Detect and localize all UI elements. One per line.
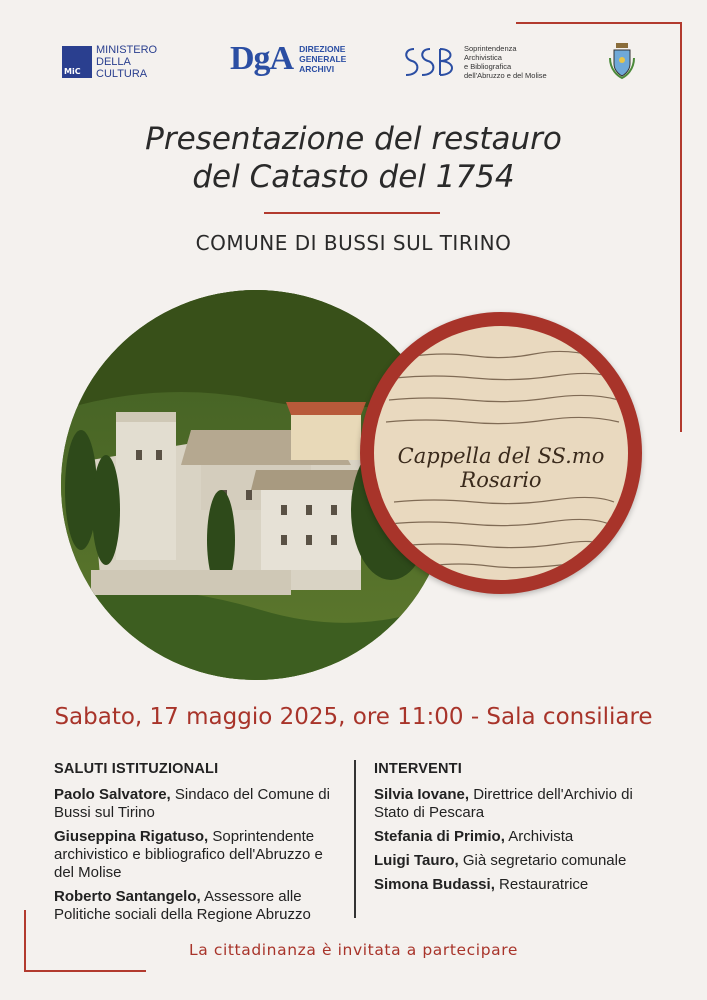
dga-line2: GENERALE (299, 54, 347, 64)
sab-line1: Soprintendenza (464, 44, 517, 53)
speaker-role: Soprintendente archivistico e bibliografico dell'Abruzzo e del Molise (54, 828, 323, 881)
event-datetime: Sabato, 17 maggio 2025, ore 11:00 - Sala consiliare (54, 704, 653, 730)
speaker-entry (374, 828, 664, 846)
speaker-role: Assessore alle Politiche sociali della Regione Abruzzo (54, 888, 311, 923)
mic-logo (62, 44, 157, 80)
catasto-document-image (374, 326, 628, 580)
left-heading: SALUTI ISTITUZIONALI (54, 761, 219, 777)
speaker-name: Luigi Tauro, (374, 852, 459, 869)
speaker-name: Stefania di Primio, (374, 828, 505, 845)
sab-line3: e Bibliografica (464, 62, 512, 71)
frame-top-right-horizontal (516, 22, 682, 24)
mic-line3: CULTURA (96, 68, 148, 80)
speaker-name: Paolo Salvatore, (54, 786, 171, 803)
mic-badge: MiC (62, 46, 92, 78)
speaker-role: Sindaco del Comune di Bussi sul Tirino (54, 786, 330, 821)
page-title (0, 120, 707, 196)
frame-bottom-left-horizontal (24, 970, 146, 972)
speaker-name: Simona Budassi, (374, 876, 495, 893)
speaker-entry (54, 888, 340, 924)
sab-logo (400, 44, 547, 80)
dga-mark: DgA (230, 40, 294, 77)
speaker-role: Archivista (504, 828, 574, 845)
speaker-entry (54, 828, 340, 882)
speaker-entry (374, 852, 664, 870)
mic-line1: MINISTERO (96, 44, 158, 56)
sab-mark-icon (400, 45, 458, 79)
mic-line2: DELLA (96, 56, 131, 68)
dga-line1: DIREZIONE (299, 44, 346, 54)
dga-logo (230, 40, 346, 78)
sab-line2: Archivistica (464, 53, 502, 62)
document-heading: Cappella del SS.mo Rosario (397, 444, 605, 492)
title-divider (264, 212, 440, 214)
municipal-crest (608, 42, 636, 80)
speaker-role: Restauratrice (494, 876, 589, 893)
speaker-name: Silvia Iovane, (374, 786, 470, 803)
speaker-name: Giuseppina Rigatuso, (54, 828, 209, 845)
speaker-role: Già segretario comunale (458, 852, 627, 869)
speaker-name: Roberto Santangelo, (54, 888, 201, 905)
dga-line3: ARCHIVI (299, 64, 335, 74)
speaker-entry (374, 786, 664, 822)
interventions-column (374, 760, 664, 900)
right-heading: INTERVENTI (374, 761, 462, 777)
institutional-greetings-column (54, 760, 340, 930)
title-line1: Presentazione del restauro (145, 121, 562, 157)
logo-bar (0, 40, 707, 84)
speaker-entry (54, 786, 340, 822)
column-divider (354, 760, 356, 918)
sab-line4: dell'Abruzzo e del Molise (464, 71, 547, 80)
speaker-role: Direttrice dell'Archivio di Stato di Pescara (374, 786, 633, 821)
title-line2: del Catasto del 1754 (192, 159, 515, 195)
municipal-crest-icon (608, 42, 636, 80)
speaker-entry (374, 876, 664, 894)
invitation-footer: La cittadinanza è invitata a partecipare (188, 941, 519, 959)
catasto-document-seal (360, 312, 642, 594)
subtitle: COMUNE DI BUSSI SUL TIRINO (195, 231, 512, 255)
